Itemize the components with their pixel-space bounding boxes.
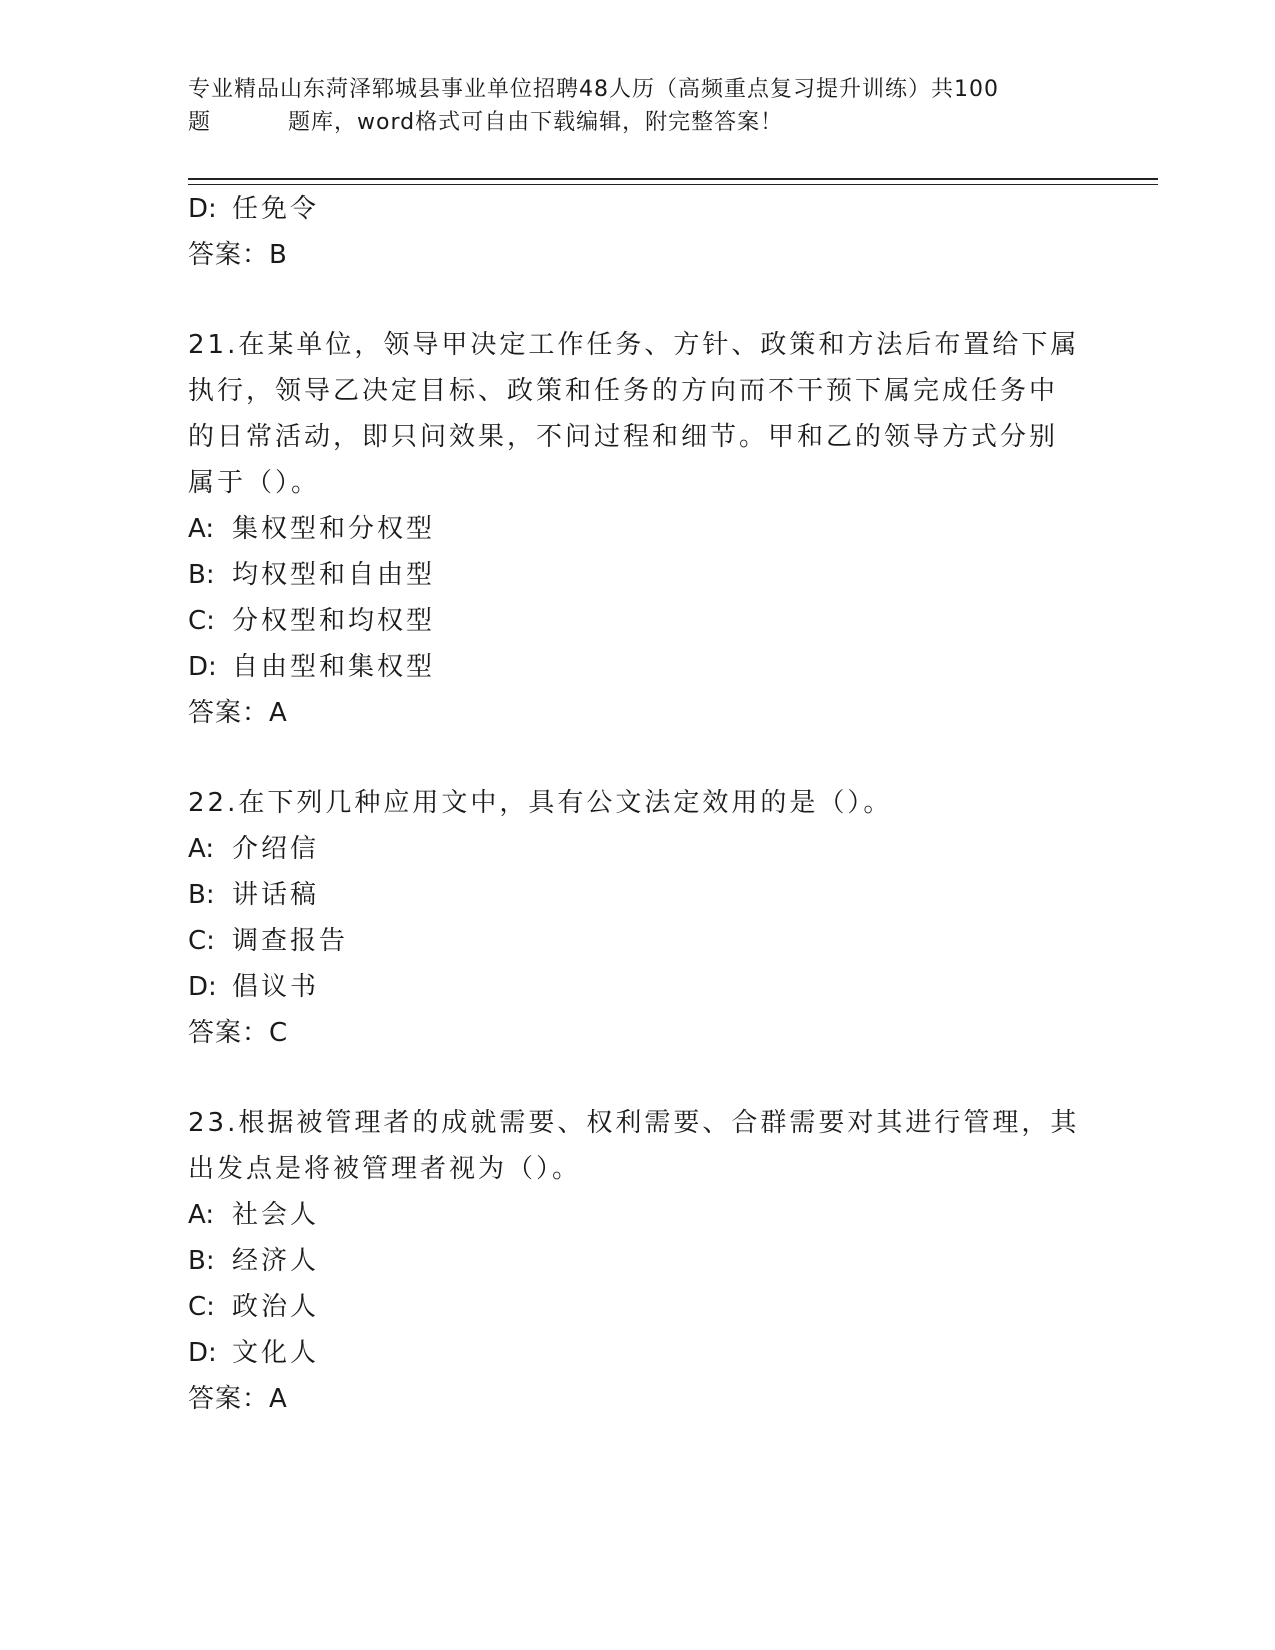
option-d [188, 1330, 1088, 1376]
question-23-stem [188, 1100, 1088, 1192]
option-b [188, 1238, 1088, 1284]
option-text: 倡议书 [232, 972, 320, 1002]
option-c [188, 1284, 1088, 1330]
option-c [188, 598, 1088, 644]
option-c [188, 918, 1088, 964]
stem-line: 21.在某单位，领导甲决定工作任务、方针、政策和方法后布置给下属 [188, 330, 1080, 360]
answer-line: 答案：A [188, 698, 288, 728]
option-text: 任免令 [232, 194, 320, 224]
option-text: 均权型和自由型 [232, 560, 436, 590]
option-key: B: [188, 560, 215, 590]
header-title-line1: 专业精品山东菏泽郓城县事业单位招聘48人历（高频重点复习提升训练）共100 [188, 77, 999, 102]
answer-line: 答案：A [188, 1384, 288, 1414]
option-key: D: [188, 194, 217, 224]
header-rule-thin [188, 184, 1158, 185]
stem-line: 属于（）。 [188, 468, 321, 498]
stem-line: 的日常活动，即只问效果，不问过程和细节。甲和乙的领导方式分别 [188, 422, 1059, 452]
option-d [188, 964, 1088, 1010]
option-text: 经济人 [232, 1246, 320, 1276]
option-key: A: [188, 1200, 215, 1230]
option-text: 集权型和分权型 [232, 514, 436, 544]
option-b [188, 872, 1088, 918]
stem-line: 执行，领导乙决定目标、政策和任务的方向而不干预下属完成任务中 [188, 376, 1059, 406]
option-key: D: [188, 972, 217, 1002]
document-body [188, 186, 1088, 1422]
option-key: C: [188, 606, 215, 636]
option-key: A: [188, 834, 215, 864]
option-text: 社会人 [232, 1200, 320, 1230]
answer-line: 答案：B [188, 240, 288, 270]
header-title-line2 [188, 106, 1088, 139]
option-text: 政治人 [232, 1292, 320, 1322]
option-text: 讲话稿 [232, 880, 320, 910]
option-text: 分权型和均权型 [232, 606, 436, 636]
option-d [188, 186, 1088, 232]
option-key: A: [188, 514, 215, 544]
option-key: C: [188, 1292, 215, 1322]
option-text: 文化人 [232, 1338, 320, 1368]
option-text: 自由型和集权型 [232, 652, 436, 682]
stem-line: 出发点是将被管理者视为（）。 [188, 1154, 582, 1184]
option-a [188, 506, 1088, 552]
question-21-stem [188, 322, 1088, 506]
header-title-line2-left: 题 [188, 110, 212, 135]
option-key: C: [188, 926, 215, 956]
option-text: 调查报告 [232, 926, 349, 956]
option-key: D: [188, 1338, 217, 1368]
option-a [188, 1192, 1088, 1238]
stem-line: 23.根据被管理者的成就需要、权利需要、合群需要对其进行管理，其 [188, 1108, 1080, 1138]
option-text: 介绍信 [232, 834, 320, 864]
option-d [188, 644, 1088, 690]
answer-line: 答案：C [188, 1018, 289, 1048]
header-title-line2-right: 题库，word格式可自由下载编辑，附完整答案！ [288, 110, 784, 135]
header-rule-thick [188, 178, 1158, 180]
option-key: B: [188, 880, 215, 910]
question-22-stem [188, 780, 1088, 826]
option-key: B: [188, 1246, 215, 1276]
option-b [188, 552, 1088, 598]
option-a [188, 826, 1088, 872]
option-key: D: [188, 652, 217, 682]
stem-line: 22.在下列几种应用文中，具有公文法定效用的是（）。 [188, 788, 893, 818]
page-header [188, 73, 1088, 139]
